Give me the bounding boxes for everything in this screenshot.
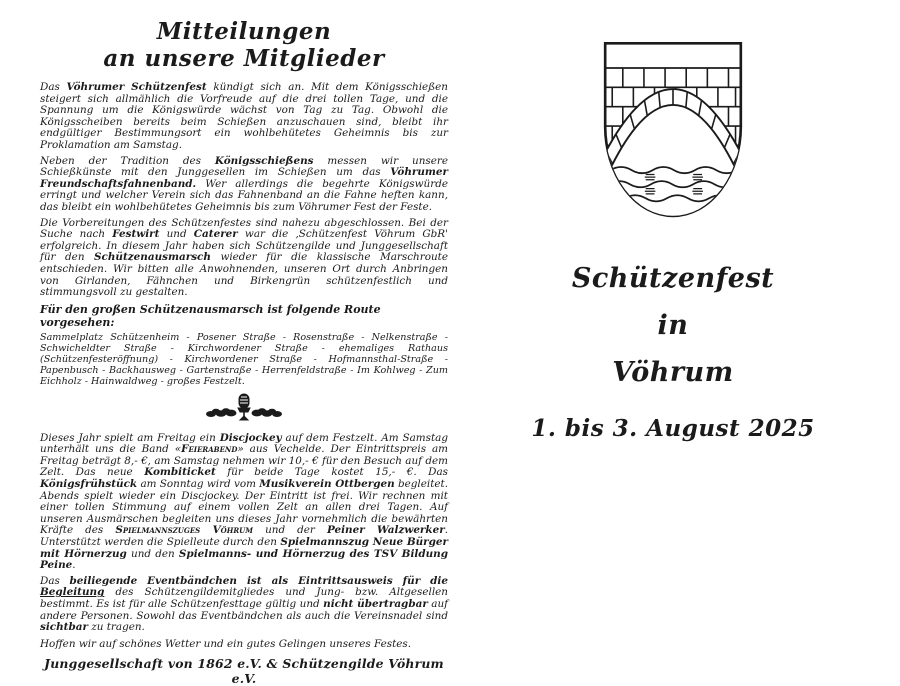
microphone-laurel-ornament-icon [201, 393, 287, 425]
paragraph-eventband-rules: Das beiliegende Eventbändchen ist als Eintrittsausweis für die Begleitung des Schützengildemitgliedes und Jung- bzw. Altgesellen bestimmt. Es ist für alle Schützenfesttage gültig und nicht übertragbar auf andere Personen. Sowohl das Eventbändchen als auch die Vereinsnadel sind sichtbar zu tragen. [40, 574, 448, 634]
paragraph-festival-announcement: Das Vöhrumer Schützenfest kündigt sich an. Mit dem Königsschießen steigert sich allmählich die Vorfreude auf die drei tollen Tage, und die Spannung um die Königswürde wächst von Tag zu Tag. Obwohl die Königsscheiben bereits beim Schießen anzuschauen sind, bleibt ihr endgültiger Bestimmungsort ein wohlbehütetes Geheimnis bis zur Proklamation am Samstag. [40, 81, 448, 151]
event-title-line-3: Vöhrum [612, 357, 734, 388]
page-title-line-2: an unsere Mitglieder [103, 45, 385, 72]
paragraph-koenigsschiessen-tradition: Neben der Tradition des Königsschießens messen wir unsere Schießkünste mit den Junggesellen im Schießen um das Vöhrumer Freundschaftsfahnenband. Wer allerdings die begehrte Königswürde erringt und welcher Verein sich das Fahnenband an die Fahne heften kann, das bleibt ein wohlbehütetes Geheimnis bis zum Vöhrumer Fest der Feste. [40, 154, 448, 213]
ornament-row [40, 393, 448, 425]
event-date: 1. bis 3. August 2025 [531, 415, 815, 442]
right-page [520, 0, 826, 442]
event-title-line-1: Schützenfest [571, 263, 775, 294]
coat-of-arms [520, 38, 826, 230]
paragraph-program-music: Dieses Jahr spielt am Freitag ein Discjockey auf dem Festzelt. Am Samstag unterhält uns die Band «Feierabend» aus Vechelde. Der Eintrittspreis am Freitag beträgt 8,- €, am Samstag nehmen wir 10,- € für den Besuch auf dem Zelt. Das neue Kombiticket für beide Tage kostet 15,- €. Das Königsfrühstück am Sonntag wird vom Musikverein Ottbergen begleitet. Abends spielt wieder ein Discjockey. Der Eintritt ist frei. Wir rechnen mit einer tollen Stimmung auf einem vollen Zelt an allen drei Tagen. Auf unseren Ausmärschen begleiten uns dieses Jahr vornehmlich die bewährten Kräfte des Spielmannszuges Vöhrum und der Peiner Walzwerker. Unterstützt werden die Spielleute durch den Spielmannszug Neue Bürger mit Hörnerzug und den Spielmanns- und Hörnerzug des TSV Bildung Peine. [40, 431, 449, 572]
event-title-line-2: in [657, 310, 689, 341]
left-page [40, 18, 448, 686]
event-title [520, 262, 826, 389]
route-heading: Für den großen Schützenausmarsch ist folgende Route vorgesehen: [40, 302, 381, 329]
page-title [40, 18, 448, 72]
page-title-line-1: Mitteilungen [156, 18, 332, 45]
paragraph-preparations: Die Vorbereitungen des Schützenfestes sind nahezu abgeschlossen. Bei der Suche nach Festwirt und Caterer war die ‚Schützenfest Vöhrum GbR' erfolgreich. In diesem Jahr haben sich Schützengilde und Junggesellschaft für den Schützenausmarsch wieder für die klassische Marschroute entschieden. Wir bitten alle Anwohnenden, unseren Ort durch Anbringen von Girlanden, Fähnchen und Birkengrün schützenfestlich und stimmungsvoll zu gestalten. [40, 216, 448, 299]
route-description: Sammelplatz Schützenheim - Posener Straße - Rosenstraße - Nelkenstraße - Schwicheldter Straße - Kirchwordener Straße - ehemaliges Rathaus (Schützenfesteröffnung) - Kirchwordener Straße - Hofmannsthal-Straße - Papenbusch - Backhausweg - Gartenstraße - Herrenfeldstraße - Im Kohlweg - Zum Eichholz - Hainwaldweg - großes Festzelt. [40, 331, 448, 387]
organizer-signature: Junggesellschaft von 1862 e.V. & Schützengilde Vöhrum e.V. [44, 655, 444, 686]
closing-wish: Hoffen wir auf schönes Wetter und ein gutes Gelingen unseres Festes. [40, 637, 412, 650]
voehrum-coat-of-arms-icon [598, 38, 748, 230]
